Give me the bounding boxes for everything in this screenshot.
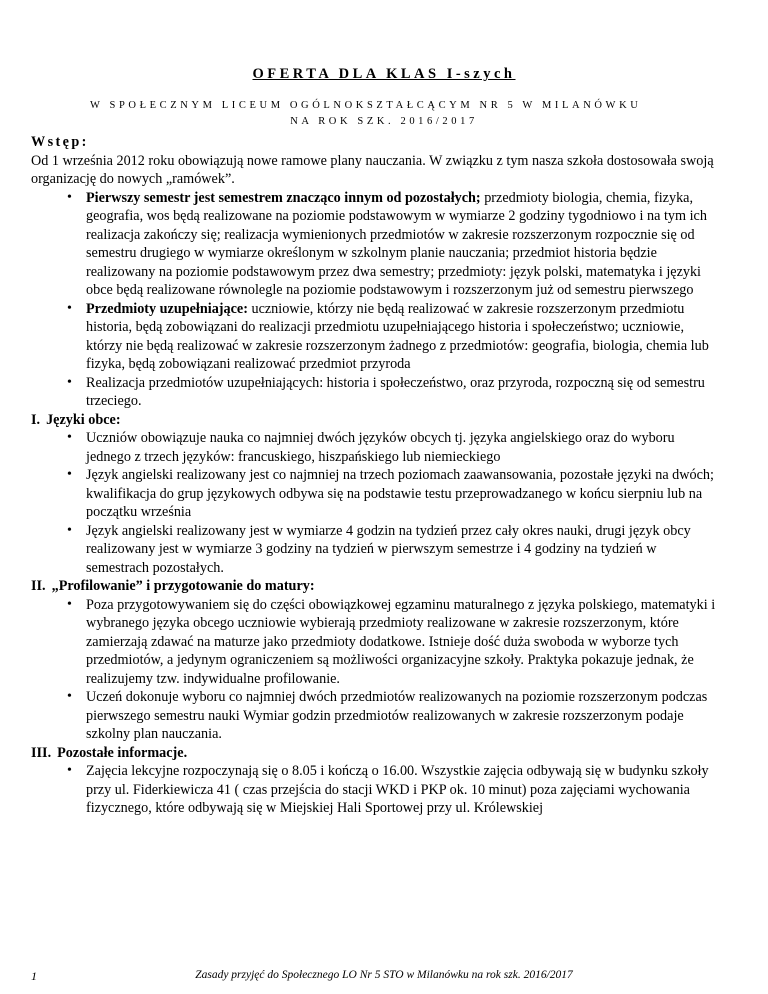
list-item: • Zajęcia lekcyjne rozpoczynają się o 8.05 i kończą o 16.00. Wszystkie zajęcia odbywają się w budynku szkoły przy ul. Fiderkiewicza 41 ( czas przejścia do stacji WKD i PKP ok. 10 minut) poza zajęciami wychowania fizycznego, które odbywają się w Miejskiej Hali Sportowej przy ul. Królewskiej xyxy=(31,762,721,818)
school-name-line: W SPOŁECZNYM LICEUM OGÓLNOKSZTAŁCĄCYM NR 5 W MILANÓWKU xyxy=(90,100,642,111)
page-footer: Zasady przyjęć do Społecznego LO Nr 5 STO w Milanówku na rok szk. 2016/2017 xyxy=(195,969,573,981)
section-heading-other-info xyxy=(31,744,721,763)
document-title: OFERTA DLA KLAS I-szych xyxy=(252,66,516,82)
section-title: „Profilowanie” i przygotowanie do matury: xyxy=(51,578,315,594)
section-number: I. xyxy=(31,411,41,428)
list-item: • Język angielski realizowany jest co najmniej na trzech poziomach zaawansowania, pozostałe języki na dwóch; kwalifikacja do grup językowych odbywa się na podstawie testu przeprowadzanego w końcu sierpniu lub na początku września xyxy=(31,466,721,522)
list-item xyxy=(31,189,721,300)
list-item: • Język angielski realizowany jest w wymiarze 4 godzin na tydzień przez cały okres nauki, drugi język obcy realizowany jest w wymiarze 3 godziny na tydzień w pierwszym semestrze i 4 godziny na tydzień w semestrach pozostałych. xyxy=(31,522,721,578)
list-item: • Uczeń dokonuje wyboru co najmniej dwóch przedmiotów realizowanych na poziomie rozszerzonym podczas pierwszego semestru nauki Wymiar godzin przedmiotów realizowanych w zakresie rozszerzonym podaje szkolny plan nauczania. xyxy=(31,688,721,744)
section-heading-profiling xyxy=(31,577,721,596)
bullet-text: uczniowie, którzy nie będą realizować w zakresie rozszerzonym przedmiotu historia, będą zobowiązani do realizacji przedmiotu uzupełniającego historia i społeczeństwo; uczniowie, którzy nie będą realizować w zakresie rozszerzonym żadnego z przedmiotów: geografia, biologia, chemia lub fizyka, będą zobowiązani realizować przedmiot przyroda xyxy=(86,300,709,372)
section-number: III. xyxy=(31,744,52,761)
intro-bullet-list xyxy=(31,189,721,411)
bullet-bold-lead: Pierwszy semestr jest semestrem znacząco innym od pozostałych; xyxy=(86,189,481,206)
document-body xyxy=(31,133,721,818)
list-item xyxy=(31,374,721,411)
list-item: • Uczniów obowiązuje nauka co najmniej dwóch języków obcych tj. języka angielskiego oraz do wyboru jednego z trzech języków: francuskiego, hiszpańskiego lub niemieckiego xyxy=(31,429,721,466)
section-heading-languages xyxy=(31,411,721,430)
bullet-text: przedmioty biologia, chemia, fizyka, geografia, wos będą realizowane na poziomie podstawowym w wymiarze 2 godziny tygodniowo i na tym ich realizacja zakończy się; realizacja wymienionych przedmiotów w zakresie rozszerzonym rozpocznie się od semestru drugiego w wymiarze określonym w szkolnym planie nauczania; przedmiot historia będzie realizowany na poziomie podstawowym przez dwa semestry; przedmioty: język polski, matematyka i języki obce będą realizowane równolegle na poziomie podstawowym i rozszerzonym już od semestru pierwszego xyxy=(86,189,707,298)
languages-bullet-list xyxy=(31,429,721,577)
intro-heading: Wstęp: xyxy=(31,134,89,150)
bullet-bold-lead: Przedmioty uzupełniające: xyxy=(86,300,248,317)
school-year-line: NA ROK SZK. 2016/2017 xyxy=(290,116,478,127)
section-title: Pozostałe informacje. xyxy=(57,744,188,761)
intro-paragraph: Od 1 września 2012 roku obowiązują nowe ramowe plany nauczania. W związku z tym nasza szkoła dostosowała swoją organizację do nowych „ramówek”. xyxy=(31,152,714,187)
other-info-bullet-list xyxy=(31,762,721,818)
section-title: Języki obce: xyxy=(46,411,121,428)
bullet-text: Realizacja przedmiotów uzupełniających: historia i społeczeństwo, oraz przyroda, rozpoczną się od semestru trzeciego. xyxy=(86,374,705,409)
list-item xyxy=(31,300,721,374)
section-number: II. xyxy=(31,578,46,594)
page-number: 1 xyxy=(31,969,37,983)
profiling-bullet-list xyxy=(31,596,721,744)
list-item: • Poza przygotowywaniem się do części obowiązkowej egzaminu maturalnego z języka polskiego, matematyki i wybranego języka obcego uczniowie wybierają przedmioty realizowane w zakresie rozszerzonym, które zamierzają zdawać na maturze jako przedmioty dodatkowe. Istnieje dość duża swoboda w wyborze tych przedmiotów, a jedynym ograniczeniem są możliwości organizacyjne szkoły. Praktyka pokazuje jednak, że realizujemy tzw. indywidualne profilowanie. xyxy=(31,596,721,689)
